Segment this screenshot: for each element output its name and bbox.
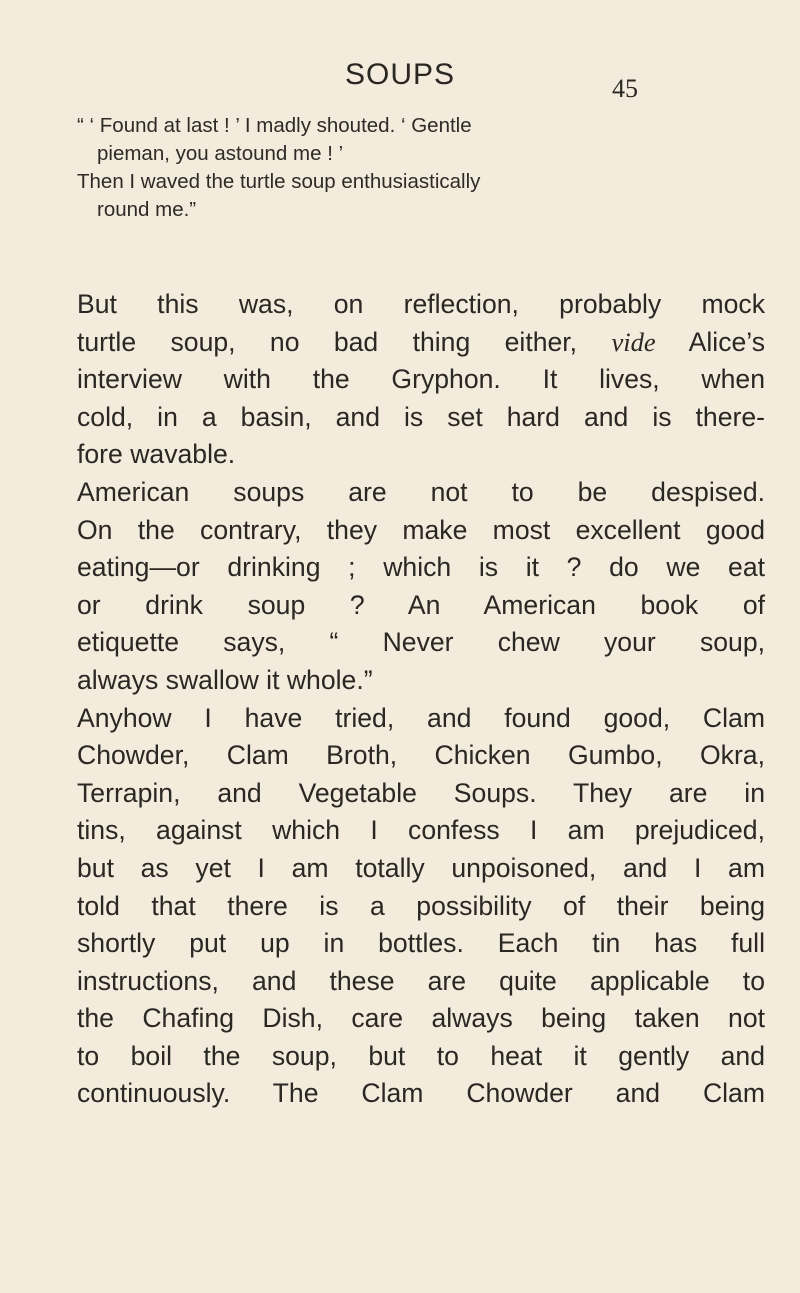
text-line: shortly put up in bottles. Each tin has full [77,928,765,959]
page-number: 45 [612,74,638,103]
text-line: always swallow it whole.” [77,664,373,695]
text-line: but as yet I am totally unpoisoned, and I am [77,852,765,883]
italic-term: vide [611,326,656,357]
text-line: told that there is a possibility of their being [77,890,765,921]
verse-line: Then I waved the turtle soup enthusiastically [77,170,481,193]
running-head: SOUPS [344,58,456,91]
text-line: On the contrary, they make most excellent good [77,514,765,545]
text-line: the Chafing Dish, care always being taken not [77,1003,765,1034]
text-line [77,324,765,362]
verse-line: pieman, you astound me ! ’ [97,142,344,165]
text-line: eating—or drinking ; which is it ? do we eat [77,552,765,583]
text-line: But this was, on reflection, probably mock [77,289,765,319]
text-line: tins, against which I confess I am prejudiced, [77,815,765,846]
text-line: interview with the Gryphon. It lives, when [77,364,765,395]
text-line: cold, in a basin, and is set hard and is there- [77,401,765,432]
verse-line: round me.” [97,198,197,221]
verse-line: “ ‘ Found at last ! ’ I madly shouted. ‘ Gentle [77,114,472,137]
body-text [77,286,765,1113]
text-line: to boil the soup, but to heat it gently and [77,1040,765,1071]
text-line: instructions, and these are quite applicable to [77,965,765,996]
text-line: continuously. The Clam Chowder and Clam [77,1078,765,1109]
text-line: etiquette says, “ Never chew your soup, [77,627,765,658]
text-span: Alice’s [688,326,766,357]
text-line: fore wavable. [77,439,236,470]
text-line: Terrapin, and Vegetable Soups. They are in [77,777,765,808]
text-line: or drink soup ? An American book of [77,589,765,620]
text-line: Anyhow I have tried, and found good, Clam [77,702,765,733]
verse-quotation [77,112,757,224]
text-line: Chowder, Clam Broth, Chicken Gumbo, Okra, [77,740,765,771]
text-line: American soups are not to be despised. [77,476,765,507]
text-span: turtle soup, no bad thing either, [77,326,578,357]
